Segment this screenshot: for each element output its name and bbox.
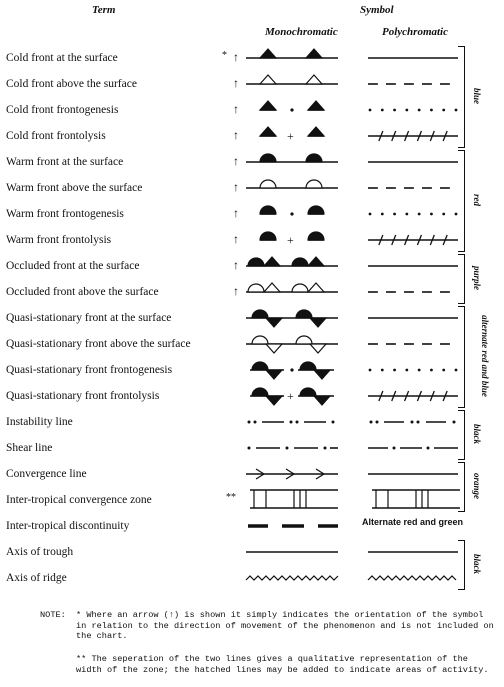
- mono-symbol-shear: [246, 436, 342, 462]
- mono-symbol-cold-frontolysis: [246, 124, 342, 150]
- direction-arrow-icon: ↑: [233, 232, 239, 246]
- term-label: Cold front above the surface: [6, 78, 137, 90]
- direction-arrow-icon: ↑: [233, 76, 239, 90]
- direction-arrow-icon: ↑: [233, 284, 239, 298]
- mono-symbol-stationary-outline: [246, 332, 342, 358]
- term-label: Axis of ridge: [6, 572, 67, 584]
- color-group-bracket: [458, 150, 465, 252]
- poly-symbol-solid: [368, 540, 464, 566]
- direction-arrow-icon: ↑: [233, 154, 239, 168]
- mono-symbol-stationary-frontogenesis: [246, 358, 342, 384]
- poly-symbol-dashed: [368, 72, 464, 98]
- term-label: Instability line: [6, 416, 73, 428]
- term-label: Occluded front at the surface: [6, 260, 140, 272]
- mono-symbol-stationary-solid: [246, 306, 342, 332]
- mono-symbol-solid: [246, 540, 342, 566]
- direction-arrow-icon: ↑: [233, 180, 239, 194]
- poly-symbol-solid: [368, 150, 464, 176]
- term-label: Axis of trough: [6, 546, 74, 558]
- mono-symbol-warm-front-outline: [246, 176, 342, 202]
- color-group-label: alternate red and blue: [480, 315, 490, 397]
- mono-symbol-zigzag: [246, 566, 342, 592]
- direction-arrow-icon: ↑: [233, 128, 239, 142]
- poly-symbol-solid: [368, 254, 464, 280]
- term-label: Quasi-stationary front frontolysis: [6, 390, 160, 402]
- term-label: Warm front above the surface: [6, 182, 143, 194]
- term-label: Quasi-stationary front above the surface: [6, 338, 191, 350]
- svg-text:+: +: [287, 389, 294, 403]
- color-group-label: black: [472, 554, 482, 574]
- poly-symbol-dotted: [368, 358, 464, 384]
- symbol-row: [0, 572, 504, 598]
- mono-symbol-warm-frontolysis: [246, 228, 342, 254]
- term-label: Warm front frontogenesis: [6, 208, 124, 220]
- term-label: Quasi-stationary front frontogenesis: [6, 364, 173, 376]
- term-label: Warm front at the surface: [6, 156, 124, 168]
- poly-symbol-zigzag: [368, 566, 464, 592]
- color-group-bracket: [458, 410, 465, 460]
- poly-symbol-instability: [368, 410, 464, 436]
- term-label: Occluded front above the surface: [6, 286, 159, 298]
- poly-symbol-text: Alternate red and green: [362, 517, 464, 527]
- symbol-header: Symbol: [360, 4, 394, 16]
- color-group-label: blue: [472, 87, 482, 104]
- color-group-bracket: [458, 306, 465, 408]
- asterisk-marker: **: [226, 492, 236, 503]
- term-header: Term: [92, 4, 116, 16]
- direction-arrow-icon: ↑: [233, 50, 239, 64]
- mono-symbol-itd: [246, 514, 342, 540]
- direction-arrow-icon: ↑: [233, 258, 239, 272]
- polychromatic-header: Polychromatic: [382, 26, 448, 38]
- poly-symbol-dotted: [368, 98, 464, 124]
- poly-symbol-solid: [368, 46, 464, 72]
- mono-symbol-occluded-solid: [246, 254, 342, 280]
- term-label: Convergence line: [6, 468, 87, 480]
- mono-symbol-warm-frontogenesis: [246, 202, 342, 228]
- poly-symbol-itcz: [368, 486, 464, 512]
- color-group-bracket: [458, 462, 465, 512]
- color-group-label: black: [472, 424, 482, 444]
- mono-symbol-instability: [246, 410, 342, 436]
- term-label: Shear line: [6, 442, 53, 454]
- poly-symbol-dashed: [368, 332, 464, 358]
- color-group-label: purple: [472, 265, 482, 290]
- poly-symbol-dashed: [368, 176, 464, 202]
- mono-symbol-cold-frontogenesis: [246, 98, 342, 124]
- poly-symbol-crossed: [368, 228, 464, 254]
- asterisk-marker: *: [222, 50, 227, 61]
- term-label: Cold front frontogenesis: [6, 104, 119, 116]
- mono-symbol-cold-front-outline: [246, 72, 342, 98]
- mono-symbol-stationary-frontolysis: [246, 384, 342, 410]
- svg-text:+: +: [287, 129, 294, 143]
- note-zone: ** The seperation of the two lines gives a qualitative representation of the width of the zone; the hatched lines may be added to indicate areas of activity.: [76, 654, 489, 675]
- poly-symbol-solid: [368, 462, 464, 488]
- notes-heading: NOTE:: [40, 610, 66, 620]
- mono-symbol-cold-front-solid: [246, 46, 342, 72]
- poly-symbol-crossed: [368, 124, 464, 150]
- direction-arrow-icon: ↑: [233, 206, 239, 220]
- poly-symbol-solid: [368, 306, 464, 332]
- mono-symbol-warm-front-solid: [246, 150, 342, 176]
- color-group-label: red: [472, 194, 482, 206]
- term-label: Inter-tropical discontinuity: [6, 520, 130, 532]
- color-group-bracket: [458, 254, 465, 304]
- color-group-bracket: [458, 46, 465, 148]
- term-label: Warm front frontolysis: [6, 234, 112, 246]
- note-arrow: * Where an arrow (↑) is shown it simply indicates the orientation of the symbol in relation to the direction of movement of the phenomenon and is not included on the chart.: [76, 610, 494, 642]
- term-label: Cold front frontolysis: [6, 130, 106, 142]
- mono-symbol-convergence: [246, 462, 342, 488]
- mono-symbol-itcz: [246, 486, 342, 512]
- poly-symbol-dotted: [368, 202, 464, 228]
- poly-symbol-crossed: [368, 384, 464, 410]
- color-group-bracket: [458, 540, 465, 590]
- poly-symbol-shear: [368, 436, 464, 462]
- color-group-label: orange: [472, 472, 482, 499]
- term-label: Inter-tropical convergence zone: [6, 494, 152, 506]
- term-label: Cold front at the surface: [6, 52, 118, 64]
- monochromatic-header: Monochromatic: [265, 26, 338, 38]
- poly-symbol-dashed: [368, 280, 464, 306]
- direction-arrow-icon: ↑: [233, 102, 239, 116]
- mono-symbol-occluded-outline: [246, 280, 342, 306]
- svg-text:+: +: [287, 233, 294, 247]
- term-label: Quasi-stationary front at the surface: [6, 312, 172, 324]
